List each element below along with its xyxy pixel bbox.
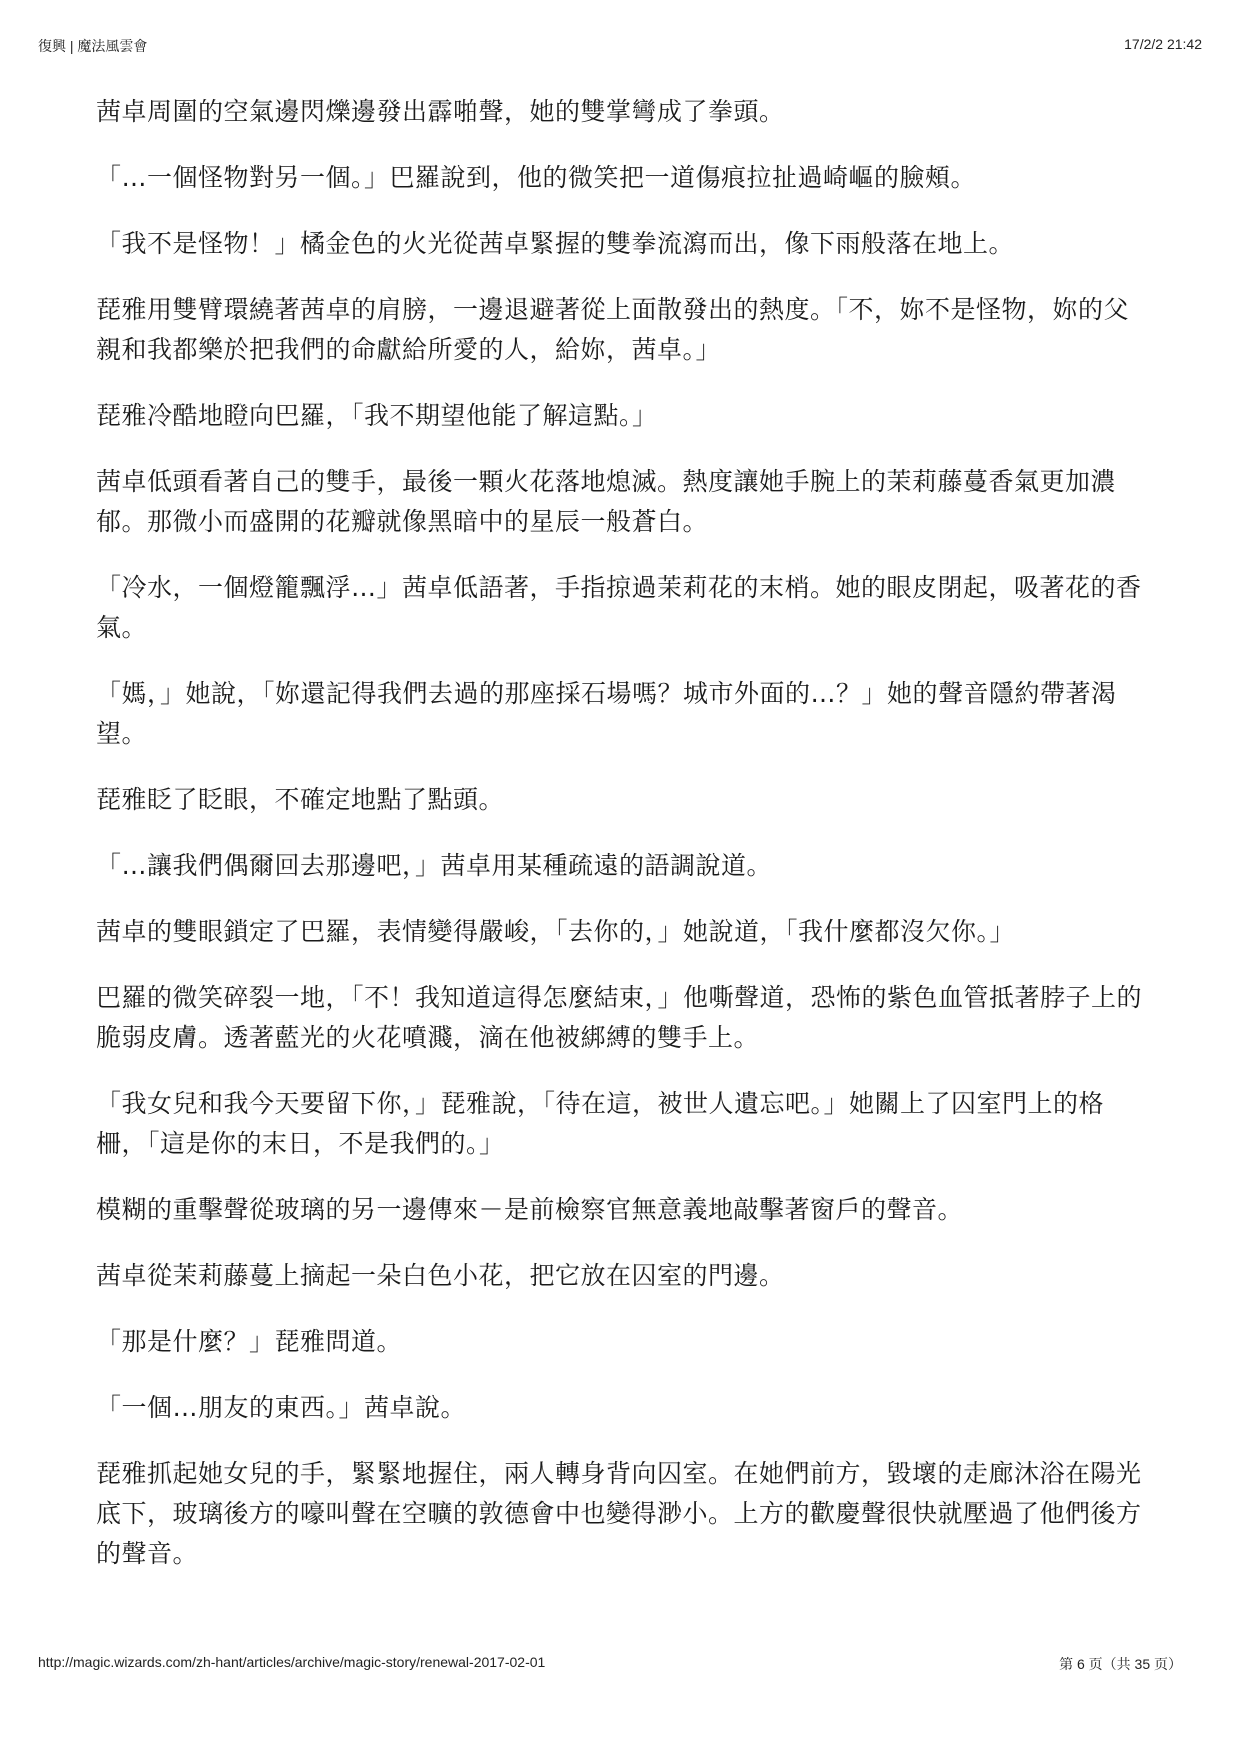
paragraph: 茜卓從茉莉藤蔓上摘起一朵白色小花，把它放在囚室的門邊。	[96, 1261, 785, 1290]
paragraph: 茜卓的雙眼鎖定了巴羅，表情變得嚴峻，「去你的，」她說道，「我什麼都沒欠你。」	[96, 917, 1016, 946]
paragraph: 琵雅抓起她女兒的手，緊緊地握住，兩人轉身背向囚室。在她們前方，毀壞的走廊沐浴在陽光底下，玻璃後方的嚎叫聲在空曠的敦德會中也變得渺小。上方的歡慶聲很快就壓過了他們後方的聲音。	[96, 1459, 1142, 1568]
paragraph: 「我女兒和我今天要留下你，」琵雅說，「待在這，被世人遺忘吧。」她關上了囚室門上的格柵，「這是你的末日，不是我們的。」	[96, 1089, 1105, 1158]
source-url: http://magic.wizards.com/zh-hant/articles/archive/magic-story/renewal-2017-02-01	[38, 1654, 546, 1670]
article-body	[96, 92, 1146, 1600]
print-header	[38, 36, 1202, 56]
paragraph: 「…一個怪物對另一個。」巴羅說到，他的微笑把一道傷痕拉扯過崎嶇的臉頰。	[96, 163, 977, 192]
page-title: 復興 | 魔法風雲會	[38, 38, 148, 54]
paragraph: 「…讓我們偶爾回去那邊吧，」茜卓用某種疏遠的語調說道。	[96, 851, 773, 880]
print-footer	[38, 1654, 1182, 1674]
paragraph: 「那是什麼？」琵雅問道。	[96, 1327, 403, 1356]
page-number: 第 6 页（共 35 页）	[1059, 1656, 1182, 1672]
paragraph: 茜卓周圍的空氣邊閃爍邊發出霹啪聲，她的雙掌彎成了拳頭。	[96, 97, 785, 126]
paragraph: 「我不是怪物！」橘金色的火光從茜卓緊握的雙拳流瀉而出，像下雨般落在地上。	[96, 229, 1015, 258]
paragraph: 「冷水，一個燈籠飄浮…」茜卓低語著，手指掠過茉莉花的末梢。她的眼皮閉起，吸著花的香氣。	[96, 573, 1142, 642]
paragraph: 「媽，」她說，「妳還記得我們去過的那座採石場嗎？城市外面的…？」她的聲音隱約帶著渴望。	[96, 679, 1117, 748]
paragraph: 琵雅眨了眨眼，不確定地點了點頭。	[96, 785, 505, 814]
paragraph: 琵雅用雙臂環繞著茜卓的肩膀，一邊退避著從上面散發出的熱度。「不，妳不是怪物，妳的父親和我都樂於把我們的命獻給所愛的人，給妳，茜卓。」	[96, 295, 1130, 364]
paragraph: 巴羅的微笑碎裂一地，「不！我知道這得怎麼結束，」他嘶聲道，恐怖的紫色血管抵著脖子上的脆弱皮膚。透著藍光的火花噴濺，滴在他被綁縛的雙手上。	[96, 983, 1143, 1052]
paragraph: 琵雅冷酷地瞪向巴羅，「我不期望他能了解這點。」	[96, 401, 658, 430]
paragraph: 「一個…朋友的東西。」茜卓說。	[96, 1393, 467, 1422]
print-datetime: 17/2/2 21:42	[1124, 36, 1202, 52]
paragraph: 茜卓低頭看著自己的雙手，最後一顆火花落地熄滅。熱度讓她手腕上的茉莉藤蔓香氣更加濃郁。那微小而盛開的花瓣就像黑暗中的星辰一般蒼白。	[96, 467, 1117, 536]
paragraph: 模糊的重擊聲從玻璃的另一邊傳來－是前檢察官無意義地敲擊著窗戶的聲音。	[96, 1195, 964, 1224]
